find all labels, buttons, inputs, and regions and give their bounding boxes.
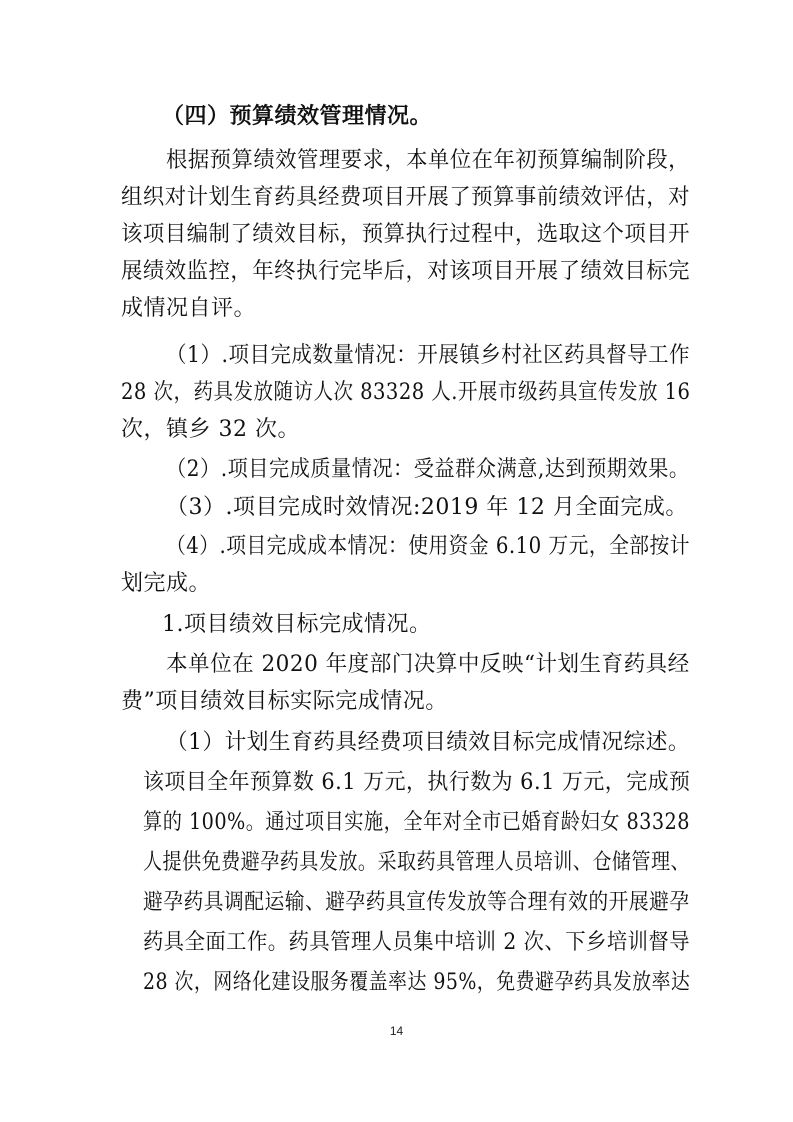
summary-line-2: 算的 100%。通过项目实施，全年对全市已婚育龄妇女 83328: [143, 810, 690, 835]
summary-line-4: 避孕药具调配运输、避孕药具宣传发放等合理有效的开展避孕: [143, 890, 690, 915]
section-heading: （四）预算绩效管理情况。: [162, 104, 433, 129]
report-line-1: 本单位在 2020 年度部门决算中反映“计划生育药具经: [166, 652, 690, 677]
item3-line: （3）.项目完成时效情况:2019 年 12 月全面完成。: [166, 495, 688, 520]
item1-line-2: 28 次，药具发放随访人次 83328 人.开展市级药具宣传发放 16: [121, 380, 691, 405]
page-number: 14: [389, 1024, 404, 1038]
summary-heading: （1）计划生育药具经费项目绩效目标完成情况综述。: [166, 730, 691, 755]
report-line-2: 费”项目绩效目标实际完成情况。: [121, 689, 448, 714]
intro-line-2: 组织对计划生育药具经费项目开展了预算事前绩效评估，对: [121, 185, 690, 210]
summary-line-5: 药具全面工作。药具管理人员集中培训 2 次、下乡培训督导: [143, 930, 691, 955]
subheading: 1.项目绩效目标完成情况。: [162, 612, 432, 637]
item1-line-3: 次，镇乡 32 次。: [121, 417, 300, 442]
intro-line-1: 根据预算绩效管理要求，本单位在年初预算编制阶段，: [166, 148, 691, 173]
intro-line-4: 展绩效监控，年终执行完毕后，对该项目开展了绩效目标完: [121, 259, 690, 284]
summary-line-1: 该项目全年预算数 6.1 万元，执行数为 6.1 万元，完成预: [143, 770, 691, 795]
item2-line: （2）.项目完成质量情况：受益群众满意,达到预期效果。: [166, 457, 690, 482]
intro-line-5: 成情况自评。: [121, 296, 257, 321]
item4-line-1: （4）.项目完成成本情况：使用资金 6.10 万元，全部按计: [166, 534, 690, 559]
item4-line-2: 划完成。: [121, 571, 212, 596]
item1-line-1: （1）.项目完成数量情况：开展镇乡村社区药具督导工作: [166, 343, 691, 368]
summary-line-6: 28 次，网络化建设服务覆盖率达 95%，免费避孕药具发放率达: [143, 970, 691, 995]
summary-line-3: 人提供免费避孕药具发放。采取药具管理人员培训、仓储管理、: [143, 850, 691, 875]
intro-line-3: 该项目编制了绩效目标，预算执行过程中，选取这个项目开: [121, 222, 690, 247]
